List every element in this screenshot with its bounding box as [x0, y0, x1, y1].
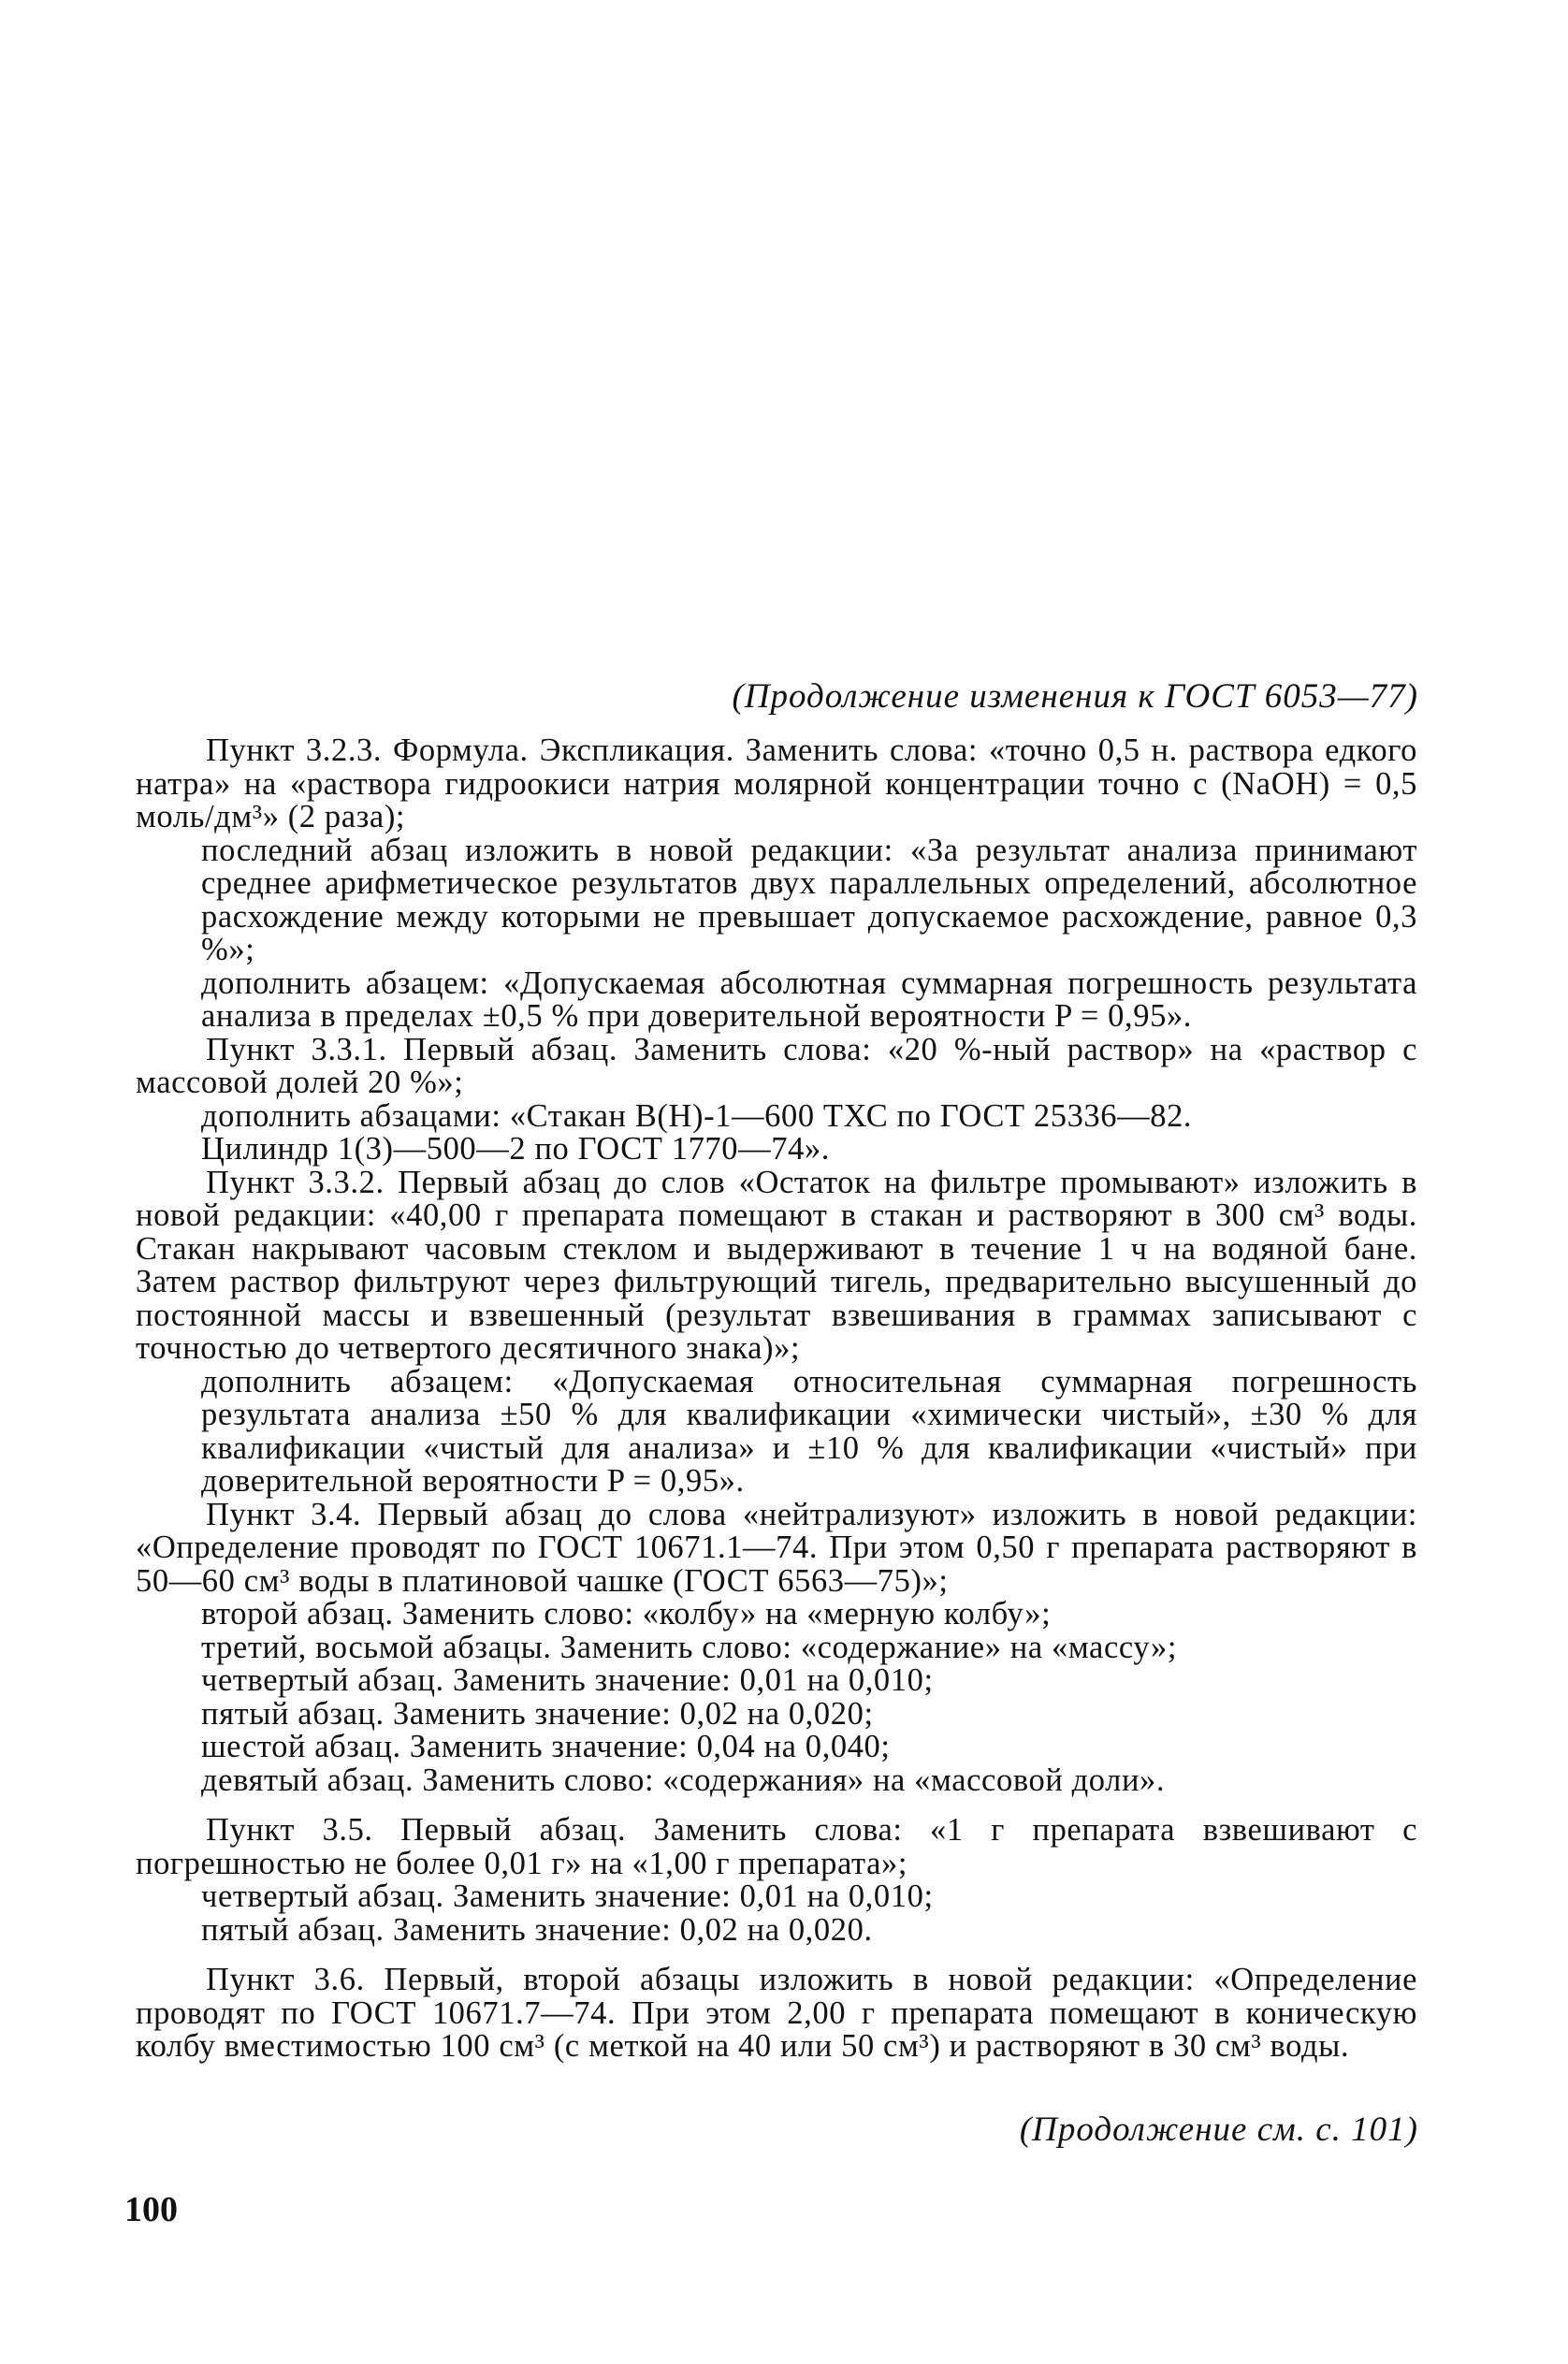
paragraph-cylinder: Цилиндр 1(3)—500—2 по ГОСТ 1770—74».: [201, 1131, 830, 1167]
list-item: девятый абзац. Заменить слово: «содержания» на «массовой доли».: [201, 1762, 1166, 1798]
paragraph-item-3-4: Пункт 3.4. Первый абзац до слова «нейтрализуют» изложить в новой редакции: «Определение проводят по ГОСТ 10671.1—74. При этом 0,50 г препарата растворяют в 50—60 см³ воды в платиновой чашке (ГОСТ 6563—75)»;: [136, 1496, 1417, 1599]
continuation-footer: (Продолжение см. с. 101): [1019, 2110, 1418, 2149]
paragraph-add-glass: дополнить абзацами: «Стакан В(Н)-1—600 ТХС по ГОСТ 25336—82.: [201, 1097, 1193, 1134]
paragraph-item-3-6: Пункт 3.6. Первый, второй абзацы изложить в новой редакции: «Определение проводят по ГОСТ 10671.7—74. При этом 2,00 г препарата помещают в коническую колбу вместимостью 100 см³ (с меткой на 40 или 50 см³) и растворяют в 30 см³ воды.: [136, 1962, 1417, 2064]
paragraph-last-abzac: последний абзац изложить в новой редакции: «За результат анализа принимают среднее арифметическое результатов двух параллельных определений, абсолютное расхождение между которыми не превышает допускаемое расхождение, равное 0,3 %»;: [201, 832, 1417, 967]
list-item: шестой абзац. Заменить значение: 0,04 на 0,040;: [201, 1729, 891, 1764]
list-item: пятый абзац. Заменить значение: 0,02 на 0,020.: [201, 1911, 873, 1948]
list-item: пятый абзац. Заменить значение: 0,02 на 0,020;: [201, 1695, 874, 1732]
continuation-header: (Продолжение изменения к ГОСТ 6053—77): [732, 677, 1418, 716]
paragraph-add-abzac: дополнить абзацем: «Допускаемая абсолютная суммарная погрешность результата анализа в пределах ±0,5 % при доверительной вероятности P = 0,95».: [201, 964, 1417, 1034]
paragraph-add-relative-error: дополнить абзацем: «Допускаемая относительная суммарная погрешность результата анализа ±50 % для квалификации «химически чистый», ±30 % для квалификации «чистый для анализа» и ±10 % для квалификации «чистый» при доверительной вероятности P = 0,95».: [201, 1363, 1417, 1499]
paragraph-item-3-2-3: Пункт 3.2.3. Формула. Экспликация. Заменить слова: «точно 0,5 н. раствора едкого натра» на «раствора гидроокиси натрия молярной концентрации точно c (NaOH) = 0,5 моль/дм³» (2 раза);: [136, 732, 1417, 834]
list-item: третий, восьмой абзацы. Заменить слово: «содержание» на «массу»;: [201, 1629, 1178, 1665]
paragraph-item-3-5: Пункт 3.5. Первый абзац. Заменить слова: «1 г препарата взвешивают с погрешностью не более 0,01 г» на «1,00 г препарата»;: [136, 1812, 1417, 1881]
list-item: второй абзац. Заменить слово: «колбу» на «мерную колбу»;: [201, 1596, 1052, 1632]
page-number: 100: [124, 2190, 178, 2229]
list-item: четвертый абзац. Заменить значение: 0,01 на 0,010;: [201, 1878, 934, 1914]
paragraph-item-3-3-1: Пункт 3.3.1. Первый абзац. Заменить слова: «20 %-ный раствор» на «раствор с массовой долей 20 %»;: [136, 1031, 1417, 1100]
document-body: [136, 734, 1417, 2064]
list-item: четвертый абзац. Заменить значение: 0,01 на 0,010;: [201, 1662, 934, 1698]
paragraph-item-3-3-2: Пункт 3.3.2. Первый абзац до слов «Остаток на фильтре промывают» изложить в новой редакции: «40,00 г препарата помещают в стакан и растворяют в 300 см³ воды. Стакан накрывают часовым стеклом и выдерживают в течение 1 ч на водяной бане. Затем раствор фильтруют через фильтрующий тигель, предварительно высушенный до постоянной массы и взвешенный (результат взвешивания в граммах записывают с точностью до четвертого десятичного знака)»;: [136, 1164, 1417, 1366]
